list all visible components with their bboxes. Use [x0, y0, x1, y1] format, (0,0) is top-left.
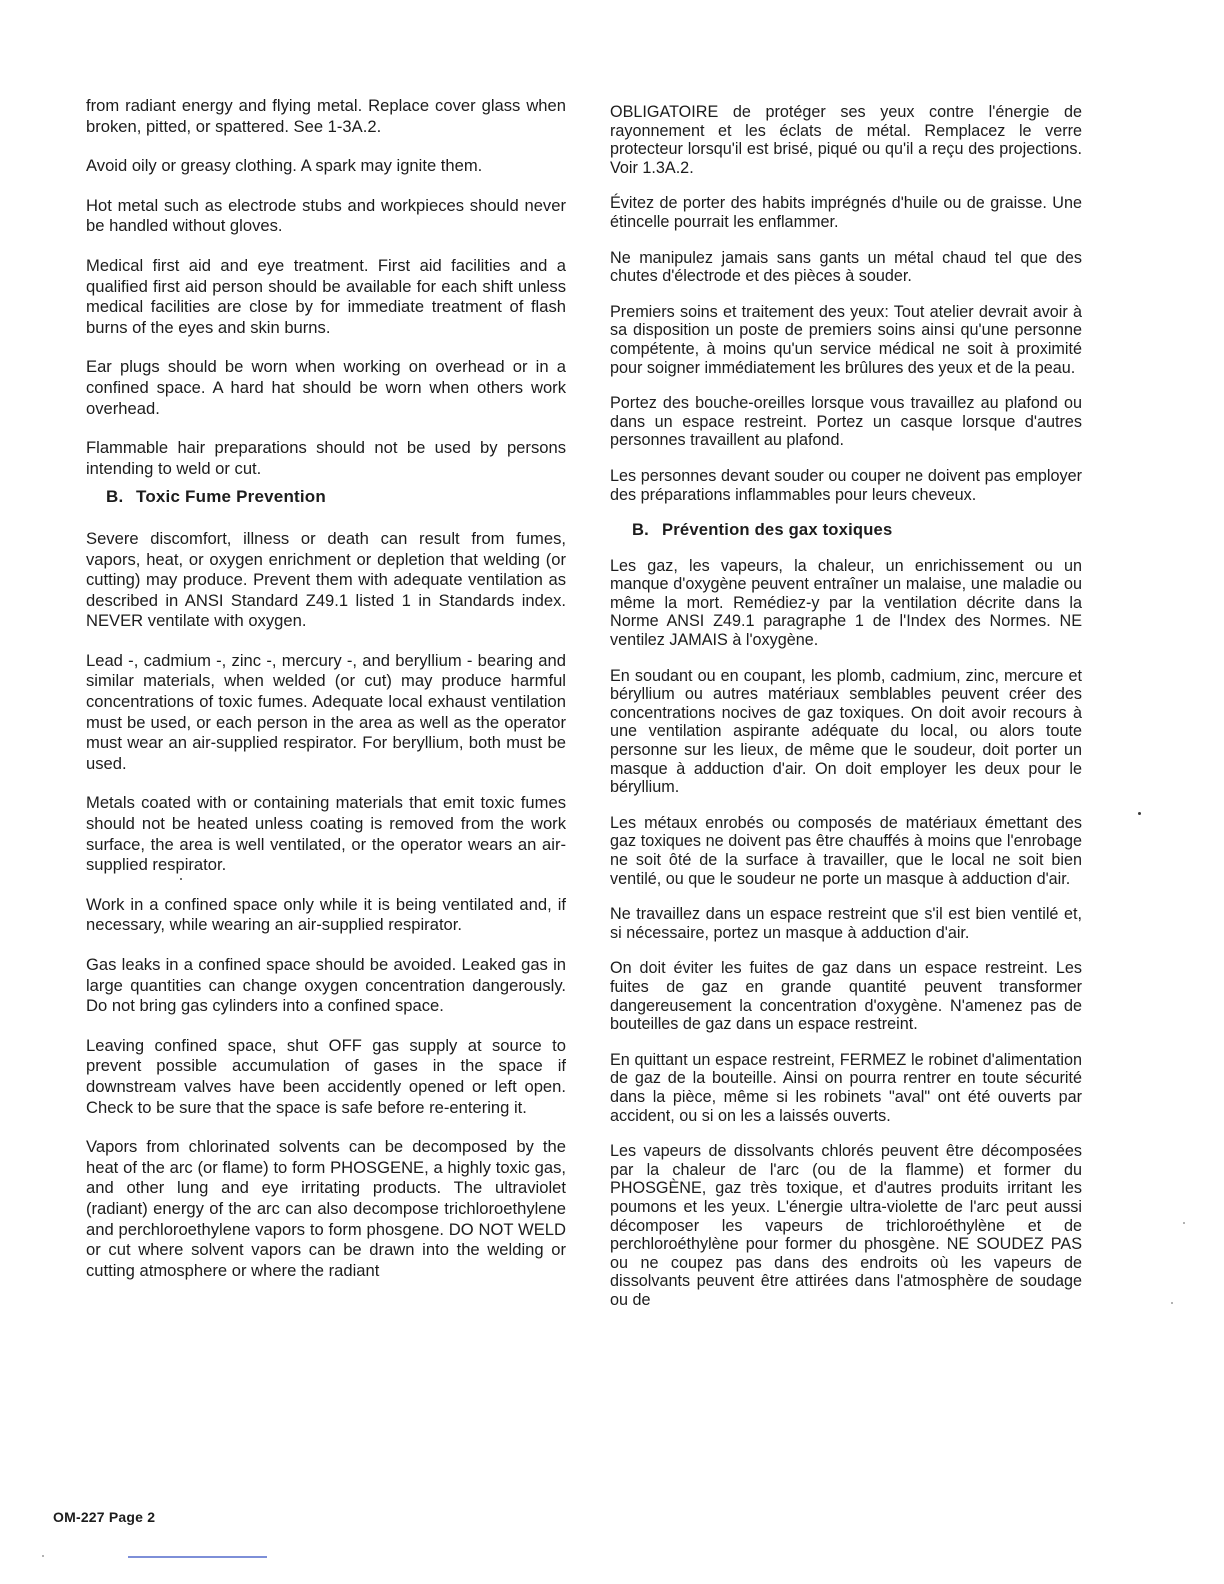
- section-paragraph-fr-7: Les vapeurs de dissolvants chlorés peuvent être décomposées par la chaleur de l'arc (ou de la flamme) et former du PHOSGÈNE, gaz très toxique, et d'autres produits irritant les poumons et les yeux. L'énergie ultra-violette de l'arc peut aussi décomposer les vapeurs de trichloroéthylène et de perchloroéthylène pour former du phosgène. NE SOUDEZ PAS ou ne coupez pas dans des endroits où les vapeurs de dissolvants peuvent être attirées dans l'atmosphère de soudage ou de: [610, 1142, 1082, 1309]
- section-paragraph-fr-5: On doit éviter les fuites de gaz dans un espace restreint. Les fuites de gaz en grande quantité peuvent transformer dangereusement la concentration d'oxygène. N'amenez pas de bouteilles de gaz dans un espace restreint.: [610, 959, 1082, 1034]
- page-footer-label: OM-227 Page 2: [53, 1509, 156, 1525]
- paragraph-fr-5: Portez des bouche-oreilles lorsque vous travaillez au plafond ou dans un espace restreint. Portez un casque lorsque d'autres personnes travaillent au plafond.: [610, 394, 1082, 450]
- scan-speck: [1138, 812, 1141, 815]
- section-paragraph-fr-3: Les métaux enrobés ou composés de matériaux émettant des gaz toxiques ne doivent pas être chauffés à moins que l'enrobage ne soit ôté de la surface à travailler, que le local ne soit bien ventilé, ou que le soudeur ne porte un masque à adduction d'air.: [610, 813, 1082, 888]
- section-letter-fr: B.: [632, 520, 649, 540]
- paragraph-en-3: Hot metal such as electrode stubs and workpieces should never be handled without gloves.: [86, 195, 566, 236]
- scan-speck: [1171, 1302, 1173, 1304]
- section-paragraph-en-1: Severe discomfort, illness or death can result from fumes, vapors, heat, or oxygen enrichment or depletion that welding (or cutting) may produce. Prevent them with adequate ventilation as described in ANSI Standard Z49.1 listed 1 in Standards index. NEVER ventilate with oxygen.: [86, 528, 566, 631]
- scan-artifact-line: [128, 1556, 267, 1558]
- section-paragraph-en-7: Vapors from chlorinated solvents can be decomposed by the heat of the arc (or flame) to form PHOSGENE, a highly toxic gas, and other lung and eye irritating products. The ultraviolet (radiant) energy of the arc can also decompose trichloroethylene and perchloroethylene vapors to form phosgene. DO NOT WELD or cut where solvent vapors can be drawn into the welding or cutting atmosphere or where the radiant: [86, 1137, 566, 1280]
- section-paragraph-en-4: Work in a confined space only while it is being ventilated and, if necessary, while wearing an air-supplied respirator.: [86, 894, 566, 935]
- paragraph-fr-1: OBLIGATOIRE de protéger ses yeux contre l'énergie de rayonnement et les éclats de métal. Remplacez le verre protecteur lorsqu'il est brisé, piqué ou qu'il a reçu des projections. Voir 1.3A.2.: [610, 103, 1082, 177]
- section-paragraph-en-5: Gas leaks in a confined space should be avoided. Leaked gas in large quantities can change oxygen concentration dangerously. Do not bring gas cylinders into a confined space.: [86, 955, 566, 1016]
- paragraph-fr-3: Ne manipulez jamais sans gants un métal chaud tel que des chutes d'électrode et des pièces à souder.: [610, 248, 1082, 286]
- paragraph-en-1: from radiant energy and flying metal. Replace cover glass when broken, pitted, or spattered. See 1-3A.2.: [86, 96, 566, 136]
- section-paragraph-en-3: Metals coated with or containing materials that emit toxic fumes should not be heated unless coating is removed from the work surface, the area is well ventilated, or the operator wears an air-supplied respirator.: [86, 793, 566, 875]
- section-title-fr: Prévention des gax toxiques: [662, 520, 893, 540]
- scan-speck: [42, 1555, 44, 1557]
- scan-speck: [1183, 1222, 1185, 1224]
- paragraph-en-2: Avoid oily or greasy clothing. A spark may ignite them.: [86, 156, 483, 176]
- section-paragraph-en-2: Lead -, cadmium -, zinc -, mercury -, and beryllium - bearing and similar materials, when welded (or cut) may produce harmful concentrations of toxic fumes. Adequate local exhaust ventilation must be used, or each person in the area as well as the operator must wear an air-supplied respirator. For beryllium, both must be used.: [86, 650, 566, 773]
- section-heading-en: [106, 487, 566, 508]
- section-heading-fr: [632, 521, 1082, 540]
- section-paragraph-fr-2: En soudant ou en coupant, les plomb, cadmium, zinc, mercure et béryllium ou autres matériaux semblables peuvent créer des concentrations nocives de gaz toxiques. On doit avoir recours à une ventilation aspirante adéquate du local, ou alors toute personne sur les lieux, de même que le soudeur, doit porter un masque à adduction d'air. On doit employer les deux pour le béryllium.: [610, 666, 1082, 797]
- section-paragraph-fr-1: Les gaz, les vapeurs, la chaleur, un enrichissement ou un manque d'oxygène peuvent entraîner un malaise, une maladie ou même la mort. Remédiez-y par la ventilation décrite dans la Norme ANSI Z49.1 paragraphe 1 de l'Index des Normes. NE ventilez JAMAIS à l'oxygène.: [610, 556, 1082, 650]
- paragraph-fr-2: Évitez de porter des habits imprégnés d'huile ou de graisse. Une étincelle pourrait les enflammer.: [610, 194, 1082, 231]
- paragraph-fr-4: Premiers soins et traitement des yeux: Tout atelier devrait avoir à sa disposition un poste de premiers soins ainsi qu'une personne compétente, à moins qu'un service médical ne soit à proximité pour soigner immédiatement les brûlures des yeux et de la peau.: [610, 302, 1082, 377]
- section-letter-en: B.: [106, 487, 124, 507]
- french-column: [610, 103, 1082, 1326]
- section-paragraph-fr-4: Ne travaillez dans un espace restreint que s'il est bien ventilé et, si nécessaire, portez un masque à adduction d'air.: [610, 905, 1082, 942]
- paragraph-en-5: Ear plugs should be worn when working on overhead or in a confined space. A hard hat should be worn when others work overhead.: [86, 357, 566, 418]
- section-title-en: Toxic Fume Prevention: [136, 487, 326, 507]
- paragraph-fr-6: Les personnes devant souder ou couper ne doivent pas employer des préparations inflammables pour leurs cheveux.: [610, 466, 1082, 504]
- english-column: [86, 96, 566, 1300]
- section-paragraph-fr-6: En quittant un espace restreint, FERMEZ le robinet d'alimentation de gaz de la bouteille. Ainsi on pourra rentrer en toute sécurité dans la pièce, même si les robinets "aval" ont été ouverts par accident, ou si on les a laissés ouverts.: [610, 1050, 1082, 1125]
- paragraph-en-6: Flammable hair preparations should not be used by persons intending to weld or cut.: [86, 438, 566, 478]
- paragraph-en-4: Medical first aid and eye treatment. First aid facilities and a qualified first aid person should be available for each shift unless medical facilities are close by for immediate treatment of flash burns of the eyes and skin burns.: [86, 255, 566, 337]
- section-paragraph-en-6: Leaving confined space, shut OFF gas supply at source to prevent possible accumulation of gases in the space if downstream valves have been accidently opened or left open. Check to be sure that the space is safe before re-entering it.: [86, 1035, 566, 1117]
- scan-speck: [180, 878, 182, 880]
